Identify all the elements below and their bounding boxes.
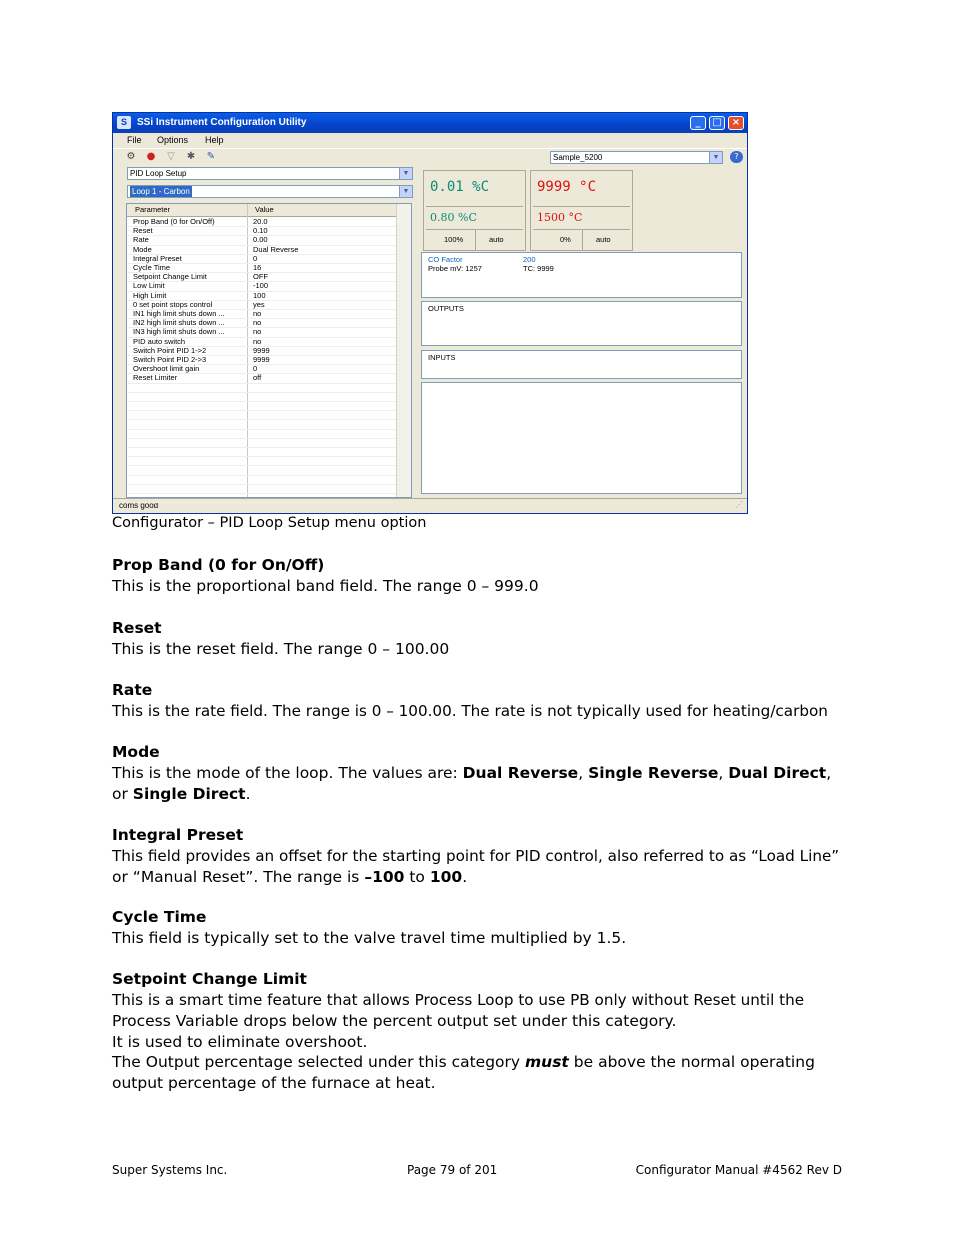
param-name: Switch Point PID 2->3 <box>133 355 207 364</box>
footer-page-number: Page 79 of 201 <box>407 1163 498 1177</box>
param-name: Reset <box>133 226 153 236</box>
param-name: 0 set point stops control <box>133 299 213 309</box>
heading-integral-preset: Integral Preset <box>112 826 244 844</box>
body-setpoint-line2: Process Variable drops below the percent output set under this category. <box>112 1012 677 1030</box>
figure-caption: Configurator – PID Loop Setup menu option <box>112 515 427 531</box>
details-box <box>421 382 742 494</box>
param-value[interactable]: no <box>253 309 262 318</box>
param-value[interactable]: 100 <box>253 290 266 300</box>
param-value[interactable]: off <box>253 373 262 383</box>
param-value[interactable]: no <box>253 327 262 337</box>
body-mode-line2: or Single Direct. <box>112 785 251 803</box>
heading-reset: Reset <box>112 619 162 637</box>
info-box <box>421 252 742 298</box>
param-name: Reset Limiter <box>133 373 178 383</box>
body-setpoint-line5: output percentage of the furnace at heat. <box>112 1074 436 1092</box>
empty-row <box>127 493 397 503</box>
outputs-label: OUTPUTS <box>428 304 464 313</box>
param-value[interactable]: 20.0 <box>253 217 268 226</box>
param-name: IN3 high limit shuts down ... <box>133 327 225 337</box>
resize-grip-icon[interactable]: ⋰ <box>735 500 743 509</box>
menu-options[interactable]: Options <box>157 135 189 145</box>
param-name: Cycle Time <box>133 263 171 272</box>
footer-manual-id: Configurator Manual #4562 Rev D <box>635 1163 842 1177</box>
param-name: Rate <box>133 235 149 245</box>
menu-help[interactable]: Help <box>205 135 224 145</box>
body-mode-line1: This is the mode of the loop. The values are: Dual Reverse, Single Reverse, Dual Direct, <box>112 764 832 782</box>
param-name: IN1 high limit shuts down ... <box>133 309 225 318</box>
loop2-sp: 1500 °C <box>537 211 583 224</box>
inputs-label: INPUTS <box>428 353 456 362</box>
parameter-grid <box>126 203 412 498</box>
heading-rate: Rate <box>112 681 153 699</box>
param-name: Overshoot limit gain <box>133 364 200 374</box>
body-prop-band: This is the proportional band field. The range 0 – 999.0 <box>112 577 539 595</box>
menu-file[interactable]: File <box>127 135 142 145</box>
param-name: Prop Band (0 for On/Off) <box>133 217 215 226</box>
body-setpoint-line3: It is used to eliminate overshoot. <box>112 1033 368 1051</box>
param-value[interactable]: 0.00 <box>253 235 268 245</box>
param-name: IN2 high limit shuts down ... <box>133 318 225 328</box>
loop1-display <box>423 170 526 251</box>
body-cycle-time: This field is typically set to the valve travel time multiplied by 1.5. <box>112 929 627 947</box>
title-bar <box>113 113 747 133</box>
minimize-button[interactable]: _ <box>690 116 706 130</box>
param-name: PID auto switch <box>133 336 186 346</box>
loop1-output: 100% <box>444 235 464 244</box>
edit-icon[interactable]: ✎ <box>206 151 216 162</box>
param-value[interactable]: 9999 <box>253 355 270 364</box>
param-value[interactable]: no <box>253 336 262 346</box>
loop1-sp: 0.80 %C <box>430 211 477 224</box>
window-title: SSi Instrument Configuration Utility <box>137 117 307 128</box>
param-value[interactable]: 0 <box>253 364 258 374</box>
tc-value: TC: 9999 <box>523 264 554 273</box>
stop-icon[interactable]: ● <box>146 151 156 162</box>
param-value[interactable]: Dual Reverse <box>253 244 299 254</box>
grid-header <box>127 204 397 217</box>
param-name: Switch Point PID 1->2 <box>133 345 207 355</box>
body-setpoint-line1: This is a smart time feature that allows Process Loop to use PB only without Reset until the <box>112 991 805 1009</box>
connect-icon[interactable]: ⚙ <box>126 151 136 162</box>
close-button[interactable]: × <box>728 116 744 130</box>
settings-icon[interactable]: ✱ <box>186 151 196 162</box>
loop2-display <box>530 170 633 251</box>
body-integral-line2: or “Manual Reset”. The range is –100 to 100. <box>112 868 468 886</box>
app-icon: S <box>117 116 131 129</box>
trash-icon[interactable]: ▽ <box>167 151 175 162</box>
param-name: High Limit <box>133 290 167 300</box>
status-text: coms good <box>119 501 159 510</box>
param-value[interactable]: yes <box>253 299 265 309</box>
co-factor-value: 200 <box>523 255 536 264</box>
instrument-select[interactable]: Sample_5200 ▼ <box>550 151 723 164</box>
heading-mode: Mode <box>112 743 160 761</box>
menu-bar <box>113 133 747 148</box>
help-icon[interactable]: ? <box>730 151 743 163</box>
outputs-box <box>421 301 742 346</box>
probe-mv: Probe mV: 1257 <box>428 264 482 273</box>
body-setpoint-line4: The Output percentage selected under this category must be above the normal operating <box>112 1053 815 1071</box>
co-factor-label: CO Factor <box>428 255 463 264</box>
loop1-pv: 0.01 %C <box>430 179 490 195</box>
loop2-mode[interactable]: auto <box>596 235 611 244</box>
param-value[interactable]: OFF <box>253 272 268 282</box>
heading-prop-band: Prop Band (0 for On/Off) <box>112 556 325 574</box>
loop-select[interactable]: Loop 1 - Carbon ▼ <box>127 185 413 198</box>
toolbar <box>113 148 747 166</box>
grid-header-parameter: Parameter <box>135 205 171 214</box>
param-value[interactable]: -100 <box>253 281 269 291</box>
param-name: Mode <box>133 244 152 254</box>
footer-company: Super Systems Inc. <box>112 1163 228 1177</box>
heading-cycle-time: Cycle Time <box>112 908 207 926</box>
param-value[interactable]: 9999 <box>253 345 270 355</box>
param-value[interactable]: 0 <box>253 253 258 263</box>
param-name: Integral Preset <box>133 253 182 263</box>
param-name: Low Limit <box>133 281 165 291</box>
grid-header-value: Value <box>255 205 274 214</box>
inputs-box <box>421 350 742 379</box>
param-value[interactable]: 0.10 <box>253 226 268 236</box>
maximize-button[interactable]: □ <box>709 116 725 130</box>
menu-select[interactable]: PID Loop Setup ▼ <box>127 167 413 180</box>
param-value[interactable]: 16 <box>253 263 262 272</box>
body-integral-line1: This field provides an offset for the starting point for PID control, also referred to as “Load Line” <box>112 847 840 865</box>
loop2-output: 0% <box>560 235 571 244</box>
grid-scrollbar[interactable] <box>396 204 411 497</box>
body-rate: This is the rate field. The range is 0 – 100.00. The rate is not typically used for heating/carbon <box>112 702 828 720</box>
heading-setpoint-change-limit: Setpoint Change Limit <box>112 970 307 988</box>
loop2-pv: 9999 °C <box>537 179 597 195</box>
body-reset: This is the reset field. The range 0 – 100.00 <box>112 640 450 658</box>
param-name: Setpoint Change Limit <box>133 272 207 282</box>
param-value[interactable]: no <box>253 318 262 328</box>
loop1-mode[interactable]: auto <box>489 235 504 244</box>
